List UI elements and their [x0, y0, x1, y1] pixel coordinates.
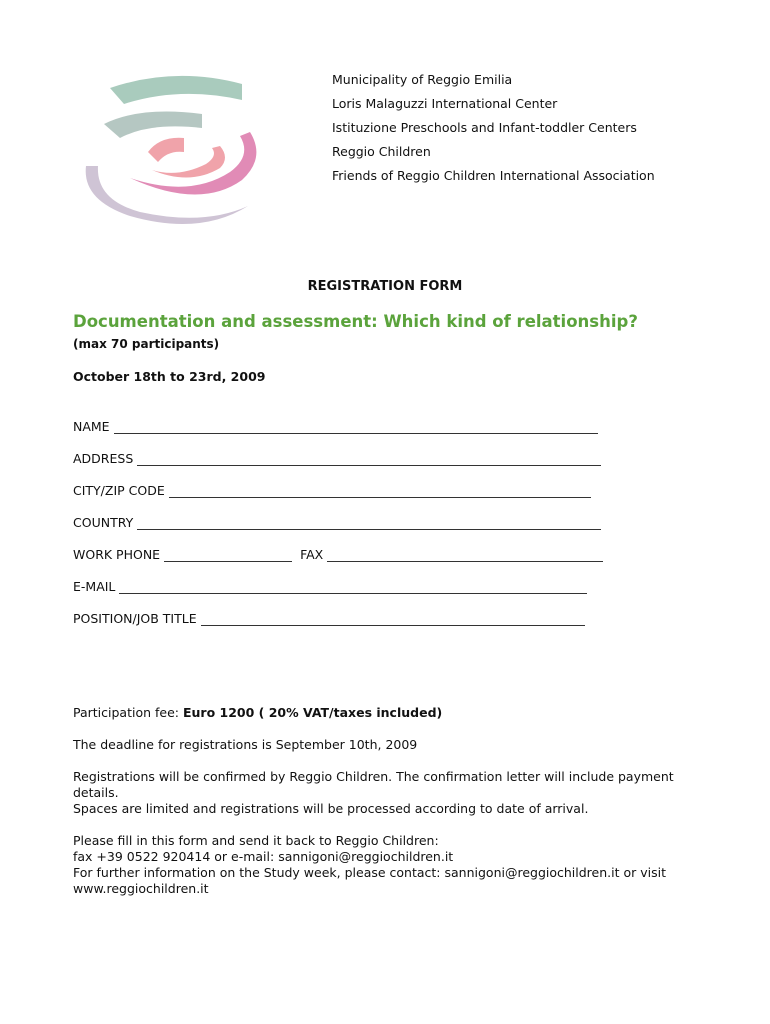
email-input-line[interactable] [119, 581, 587, 594]
name-label: NAME [73, 419, 110, 434]
organization-item: Friends of Reggio Children International Association [332, 168, 655, 183]
city-zip-label: CITY/ZIP CODE [73, 483, 165, 498]
send-back-text: Please fill in this form and send it back to Reggio Children: [73, 833, 439, 848]
country-field[interactable] [73, 512, 601, 530]
reggio-children-logo [80, 66, 272, 236]
organization-item: Loris Malaguzzi International Center [332, 96, 558, 111]
country-input-line[interactable] [137, 517, 601, 530]
address-input-line[interactable] [137, 453, 601, 466]
confirmation-text: Registrations will be confirmed by Reggio Children. The confirmation letter will include payment details. [73, 769, 674, 800]
phone-fax-field[interactable] [73, 544, 603, 562]
position-field[interactable] [73, 608, 585, 626]
event-dates: October 18th to 23rd, 2009 [73, 369, 266, 384]
limited-spaces-text: Spaces are limited and registrations will be processed according to date of arrival. [73, 801, 589, 816]
fee-label: Participation fee: [73, 705, 183, 720]
address-field[interactable] [73, 448, 601, 466]
name-input-line[interactable] [114, 421, 598, 434]
fax-input-line[interactable] [327, 549, 603, 562]
form-heading: REGISTRATION FORM [307, 279, 463, 294]
event-title: Documentation and assessment: Which kind of relationship? [73, 312, 638, 331]
fax-label: FAX [300, 547, 324, 562]
name-field[interactable] [73, 416, 598, 434]
work-phone-label: WORK PHONE [73, 547, 161, 562]
city-zip-input-line[interactable] [169, 485, 591, 498]
work-phone-input-line[interactable] [164, 549, 292, 562]
position-input-line[interactable] [201, 613, 585, 626]
organization-item: Istituzione Preschools and Infant-toddler Centers [332, 120, 637, 135]
spiral-logo-icon [80, 66, 272, 236]
organization-item: Municipality of Reggio Emilia [332, 72, 513, 87]
position-label: POSITION/JOB TITLE [73, 611, 197, 626]
country-label: COUNTRY [73, 515, 134, 530]
further-info-text: For further information on the Study week, please contact: sannigoni@reggiochildren.it or visit www.reggiochildren.it [73, 865, 666, 896]
fee-value: Euro 1200 ( 20% VAT/taxes included) [182, 705, 443, 720]
contact-text: fax +39 0522 920414 or e-mail: sannigoni@reggiochildren.it [73, 849, 454, 864]
email-field[interactable] [73, 576, 587, 594]
email-label: E-MAIL [73, 579, 116, 594]
organization-item: Reggio Children [332, 144, 431, 159]
organization-list [332, 68, 655, 188]
address-label: ADDRESS [73, 451, 134, 466]
city-zip-field[interactable] [73, 480, 591, 498]
max-participants: (max 70 participants) [73, 337, 220, 351]
participation-fee [73, 705, 683, 721]
deadline-text: The deadline for registrations is September 10th, 2009 [73, 737, 418, 752]
